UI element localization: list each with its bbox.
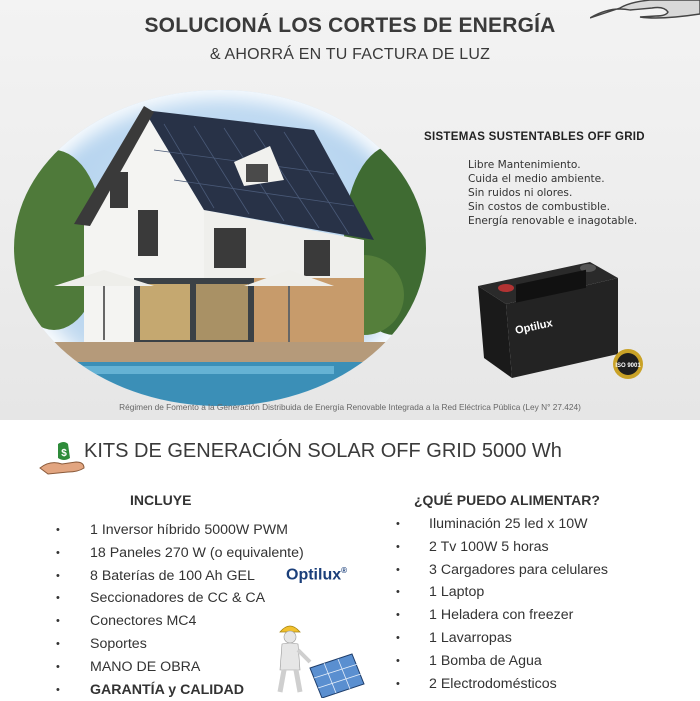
iso-seal-text: ISO 9001: [615, 363, 641, 369]
kits-title: KITS DE GENERACIÓN SOLAR OFF GRID 5000 Wh: [84, 440, 562, 462]
powers-heading: ¿QUÉ PUEDO ALIMENTAR?: [414, 492, 600, 508]
svg-text:$: $: [61, 448, 67, 459]
benefit-item: Libre Mantenimiento.: [468, 159, 581, 171]
benefit-item: Sin costos de combustible.: [468, 201, 610, 213]
benefit-item: Energía renovable e inagotable.: [468, 215, 638, 227]
battery-image: [472, 258, 622, 380]
worker-solar-panel-icon: [270, 618, 366, 698]
optilux-logo: Optilux®: [286, 566, 348, 584]
benefit-item: Sin ruidos ni olores.: [468, 187, 573, 199]
hand-icon: [590, 0, 700, 32]
money-hand-icon: [38, 438, 88, 478]
regimen-caption: Régimen de Fomento a la Generación Distribuida de Energía Renovable Integrada a la Red Eléctrica Pública (Ley N° 27.424): [119, 402, 581, 412]
offgrid-title: SISTEMAS SUSTENTABLES OFF GRID: [424, 131, 645, 143]
house-photo: [14, 90, 426, 406]
includes-heading: INCLUYE: [130, 492, 192, 508]
benefits-list: [468, 158, 637, 228]
battery-brand: Optilux: [514, 317, 554, 337]
benefit-item: Cuida el medio ambiente.: [468, 173, 605, 185]
headline-main: SOLUCIONÁ LOS CORTES DE ENERGÍA: [144, 14, 556, 37]
headline-sub: & AHORRÁ EN TU FACTURA DE LUZ: [209, 46, 491, 63]
iso-seal: [612, 348, 644, 380]
